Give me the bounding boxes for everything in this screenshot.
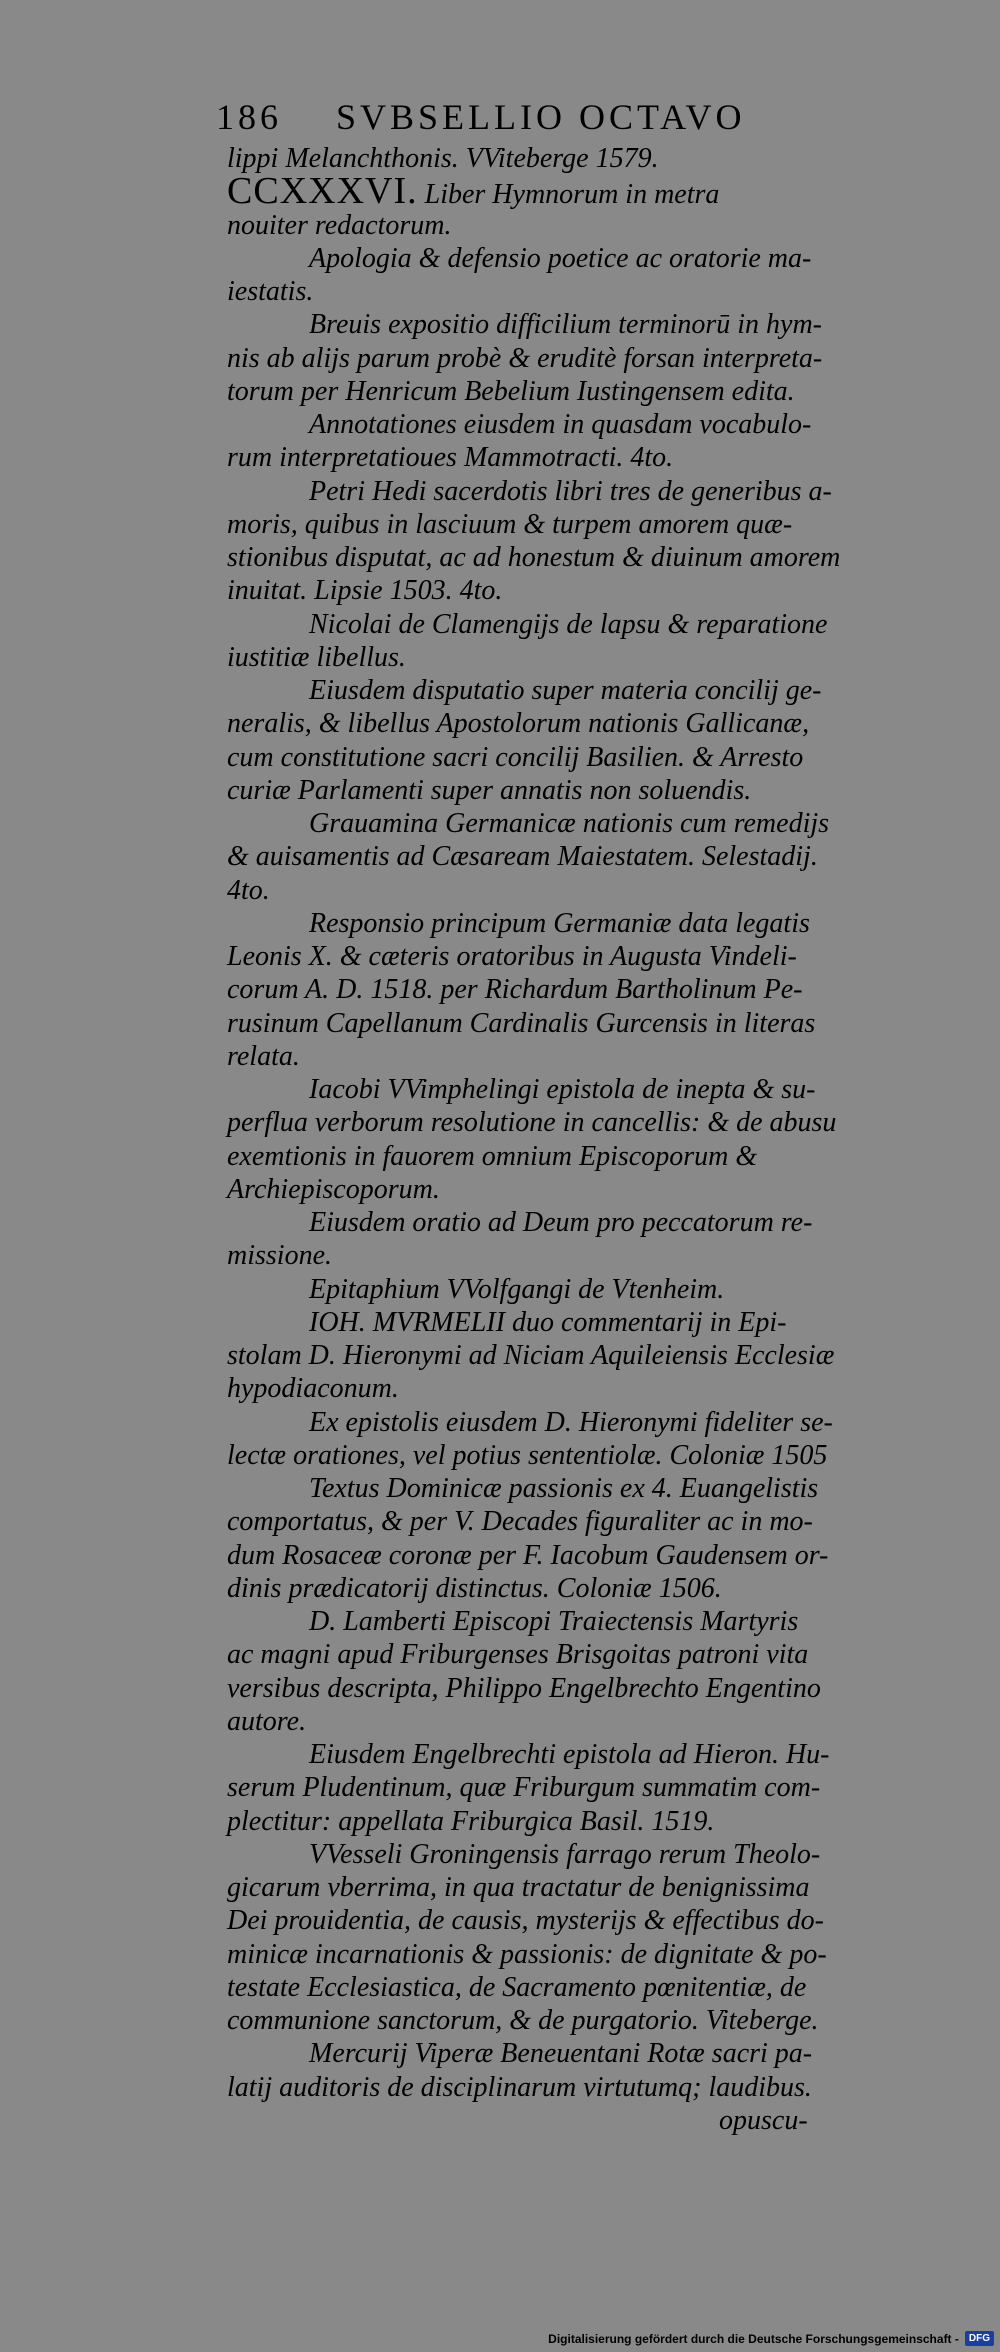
text-line: D. Lamberti Episcopi Traiectensis Martyris xyxy=(309,1606,799,1637)
text-line: Nicolai de Clamengijs de lapsu & reparatione xyxy=(309,608,828,640)
text-line: Eiusdem disputatio super materia concilij ge- xyxy=(309,675,822,706)
text-line: lippi Melanchthonis. VViteberge 1579. xyxy=(227,143,659,174)
text-line: perflua verborum resolutione in cancellis: & de abusu xyxy=(227,1107,837,1139)
text-line: dinis prædicatorij distinctus. Coloniæ 1506. xyxy=(227,1572,722,1604)
text-line: IOH. MVRMELII duo commentarij in Epi- xyxy=(309,1306,787,1338)
text-line: gicarum vberrima, in qua tractatur de benignissima xyxy=(227,1872,810,1903)
text-line: comportatus, & per V. Decades figuraliter ac in mo- xyxy=(227,1506,813,1538)
text-line: Leonis X. & cæteris oratoribus in Augusta Vindeli- xyxy=(227,941,797,972)
text-line: torum per Henricum Bebelium Iustingensem edita. xyxy=(227,375,795,407)
text-line: Archiepiscoporum. xyxy=(227,1173,440,1205)
text-line: Iacobi VVimphelingi epistola de inepta & su- xyxy=(309,1074,816,1105)
text-line: inuitat. Lipsie 1503. 4to. xyxy=(227,575,503,607)
text-line: iestatis. xyxy=(227,276,314,307)
text-line: iustitiæ libellus. xyxy=(227,641,406,673)
text-line: Epitaphium VVolfgangi de Vtenheim. xyxy=(309,1273,725,1305)
text-line: versibus descripta, Philippo Engelbrechto Engentino xyxy=(227,1672,821,1704)
text-line: nis ab alijs parum probè & eruditè forsan interpreta- xyxy=(227,342,823,374)
credit-text: Digitalisierung gefördert durch die Deutsche Forschungsgemeinschaft - xyxy=(548,2331,959,2346)
text-line: Mercurij Viperæ Beneuentani Rotæ sacri pa- xyxy=(309,2038,813,2070)
text-line: communione sanctorum, & de purgatorio. Viteberge. xyxy=(227,2005,819,2036)
text-line: rusinum Capellanum Cardinalis Gurcensis in literas xyxy=(227,1007,816,1039)
text-line: exemtionis in fauorem omnium Episcoporum & xyxy=(227,1140,758,1172)
running-title: SVBSELLIO OCTAVO xyxy=(336,97,746,137)
page-number: 186 xyxy=(216,97,282,137)
dfg-logo-icon: DFG xyxy=(965,2331,994,2346)
text-line: testate Ecclesiastica, de Sacramento pœnitentiæ, de xyxy=(227,1971,807,2003)
text-line: ac magni apud Friburgenses Brisgoitas patroni vita xyxy=(227,1639,809,1671)
text-line: & auisamentis ad Cæsaream Maiestatem. Selestadij. xyxy=(227,841,818,873)
text-line: minicæ incarnationis & passionis: de dignitate & po- xyxy=(227,1938,827,1970)
text-line: neralis, & libellus Apostolorum nationis Gallicanæ, xyxy=(227,708,810,740)
text-line: nouiter redactorum. xyxy=(227,209,452,241)
text-line: Responsio principum Germaniæ data legatis xyxy=(309,907,810,939)
text-line xyxy=(227,170,812,213)
text-line: Eiusdem Engelbrechti epistola ad Hieron. Hu- xyxy=(309,1739,830,1770)
text-line: Ex epistolis eiusdem D. Hieronymi fideliter se- xyxy=(309,1406,833,1438)
text-line: cum constitutione sacri concilij Basilien. & Arresto xyxy=(227,741,804,773)
text-line: rum interpretatioues Mammotracti. 4to. xyxy=(227,442,674,474)
text-line: curiæ Parlamenti super annatis non soluendis. xyxy=(227,774,752,806)
text-line: relata. xyxy=(227,1040,300,1072)
text-line: stolam D. Hieronymi ad Niciam Aquileiensis Ecclesiæ xyxy=(227,1340,835,1371)
text-line: VVesseli Groningensis farrago rerum Theolo- xyxy=(309,1838,821,1870)
text-line: Grauamina Germanicæ nationis cum remedijs xyxy=(309,808,830,839)
text-line: hypodiaconum. xyxy=(227,1373,399,1405)
text-line: Textus Dominicæ passionis ex 4. Euangelistis xyxy=(309,1473,819,1504)
text-line: 4to. xyxy=(227,874,270,906)
text-line: moris, quibus in lasciuum & turpem amorem quæ- xyxy=(227,508,793,540)
text-line: Breuis expositio difficilium terminorū in hym- xyxy=(309,309,823,341)
text-line: missione. xyxy=(227,1240,332,1272)
text-line: Apologia & defensio poetice ac oratorie ma- xyxy=(309,242,812,274)
text-line: serum Pludentinum, quæ Friburgum summatim com- xyxy=(227,1772,821,1804)
catchword: opuscu- xyxy=(719,2104,808,2136)
digitization-credit xyxy=(548,2331,994,2346)
text-line: Eiusdem oratio ad Deum pro peccatorum re- xyxy=(309,1207,813,1238)
entry-title: Liber Hymnorum in metra xyxy=(424,179,720,211)
text-line: latij auditoris de disciplinarum virtutumq; laudibus. xyxy=(227,2071,812,2103)
entry-numeral: CCXXXVI. xyxy=(227,170,418,213)
text-line: corum A. D. 1518. per Richardum Bartholinum Pe- xyxy=(227,974,803,1006)
text-line: lectæ orationes, vel potius sententiolæ. Coloniæ 1505 xyxy=(227,1439,828,1471)
text-line: Annotationes eiusdem in quasdam vocabulo- xyxy=(309,409,812,440)
text-line: dum Rosaceæ coronæ per F. Iacobum Gaudensem or- xyxy=(227,1539,829,1571)
text-line: Dei prouidentia, de causis, mysterijs & effectibus do- xyxy=(227,1905,824,1937)
page-header xyxy=(216,96,746,138)
body-text xyxy=(227,142,841,2137)
text-line: plectitur: appellata Friburgica Basil. 1519. xyxy=(227,1805,715,1837)
text-line: stionibus disputat, ac ad honestum & diuinum amorem xyxy=(227,542,841,573)
text-line: Petri Hedi sacerdotis libri tres de generibus a- xyxy=(309,475,832,507)
text-line: autore. xyxy=(227,1705,307,1737)
